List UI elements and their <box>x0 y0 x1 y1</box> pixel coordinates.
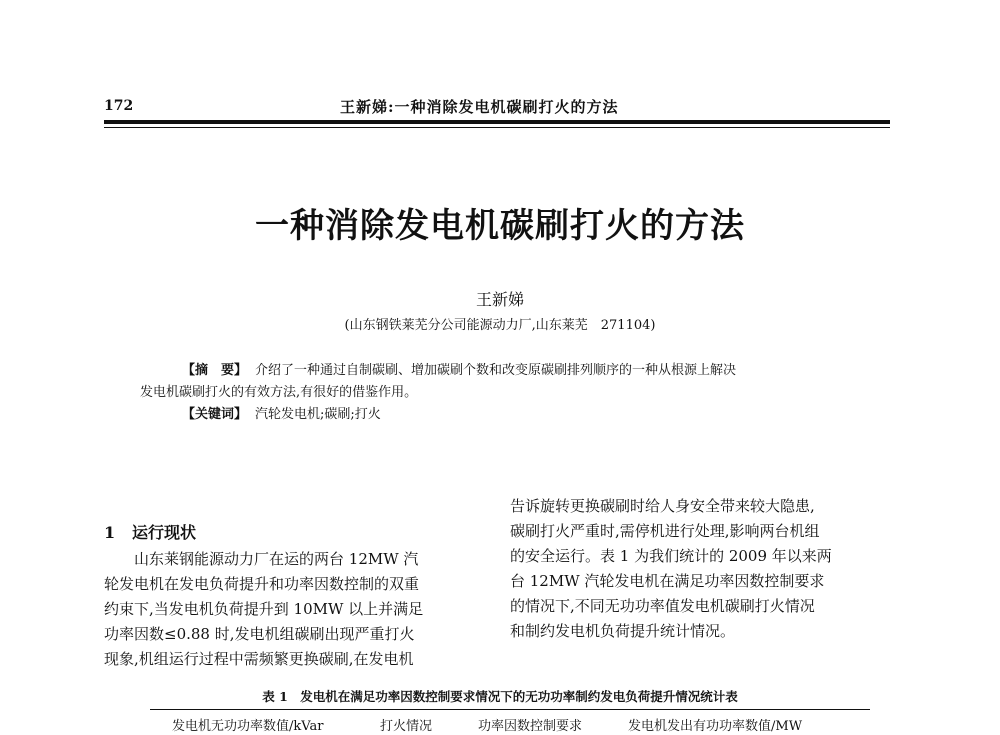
paragraph-line: 功率因数≤0.88 时,发电机组碳刷出现严重打火 <box>104 625 415 643</box>
section-heading <box>104 520 480 545</box>
abstract-line-1 <box>140 360 860 382</box>
paragraph-line: 碳刷打火严重时,需停机进行处理,影响两台机组 <box>510 522 820 540</box>
abstract-label: 【摘 要】 <box>182 363 248 378</box>
section-title: 运行现状 <box>132 523 197 542</box>
paragraph-line: 轮发电机在发电负荷提升和功率因数控制的双重 <box>104 575 420 593</box>
paragraph-line: 现象,机组运行过程中需频繁更换碳刷,在发电机 <box>104 650 414 668</box>
table-header-cell: 打火情况 <box>380 719 433 734</box>
right-column <box>510 494 892 644</box>
paragraph-line: 的情况下,不同无功功率值发电机碳刷打火情况 <box>510 597 815 615</box>
section-number: 1 <box>104 523 116 542</box>
author-affiliation: (山东钢铁莱芜分公司能源动力厂,山东莱芜 271104) <box>344 318 656 333</box>
table-header-cell: 发电机无功功率数值/kVar <box>172 719 324 734</box>
paragraph-line: 和制约发电机负荷提升统计情况。 <box>510 622 736 640</box>
table-header-row <box>150 713 870 733</box>
article-title: 一种消除发电机碳刷打火的方法 <box>255 206 745 246</box>
table-top-rule <box>150 709 870 710</box>
table-header-cell: 发电机发出有功功率数值/MW <box>628 719 803 734</box>
table-header-cell: 功率因数控制要求 <box>478 719 583 734</box>
keywords-line <box>140 404 860 426</box>
left-column <box>104 520 480 672</box>
header-rule-thick <box>104 120 890 124</box>
header-rule-thin <box>104 127 890 128</box>
abstract-block <box>140 360 860 426</box>
paragraph-line: 的安全运行。表 1 为我们统计的 2009 年以来两 <box>510 547 832 565</box>
running-header <box>104 96 890 120</box>
paragraph-line: 告诉旋转更换碳刷时给人身安全带来较大隐患, <box>510 497 815 515</box>
keywords-text: 汽轮发电机;碳刷;打火 <box>255 407 381 422</box>
abstract-line-2: 发电机碳刷打火的有效方法,有很好的借鉴作用。 <box>140 385 418 400</box>
author-name: 王新娣 <box>475 290 524 309</box>
paragraph-line: 约束下,当发电机负荷提升到 10MW 以上并满足 <box>104 600 424 618</box>
keywords-label: 【关键词】 <box>182 407 248 422</box>
abstract-text-1: 介绍了一种通过自制碳刷、增加碳刷个数和改变原碳刷排列顺序的一种从根源上解决 <box>255 363 737 378</box>
page-number: 172 <box>104 98 134 114</box>
paragraph-line: 山东莱钢能源动力厂在运的两台 12MW 汽 <box>134 550 419 568</box>
running-title: 王新娣:一种消除发电机碳刷打火的方法 <box>340 98 619 116</box>
paragraph-line: 台 12MW 汽轮发电机在满足功率因数控制要求 <box>510 572 825 590</box>
table-caption: 表 1 发电机在满足功率因数控制要求情况下的无功功率制约发电负荷提升情况统计表 <box>262 689 738 704</box>
